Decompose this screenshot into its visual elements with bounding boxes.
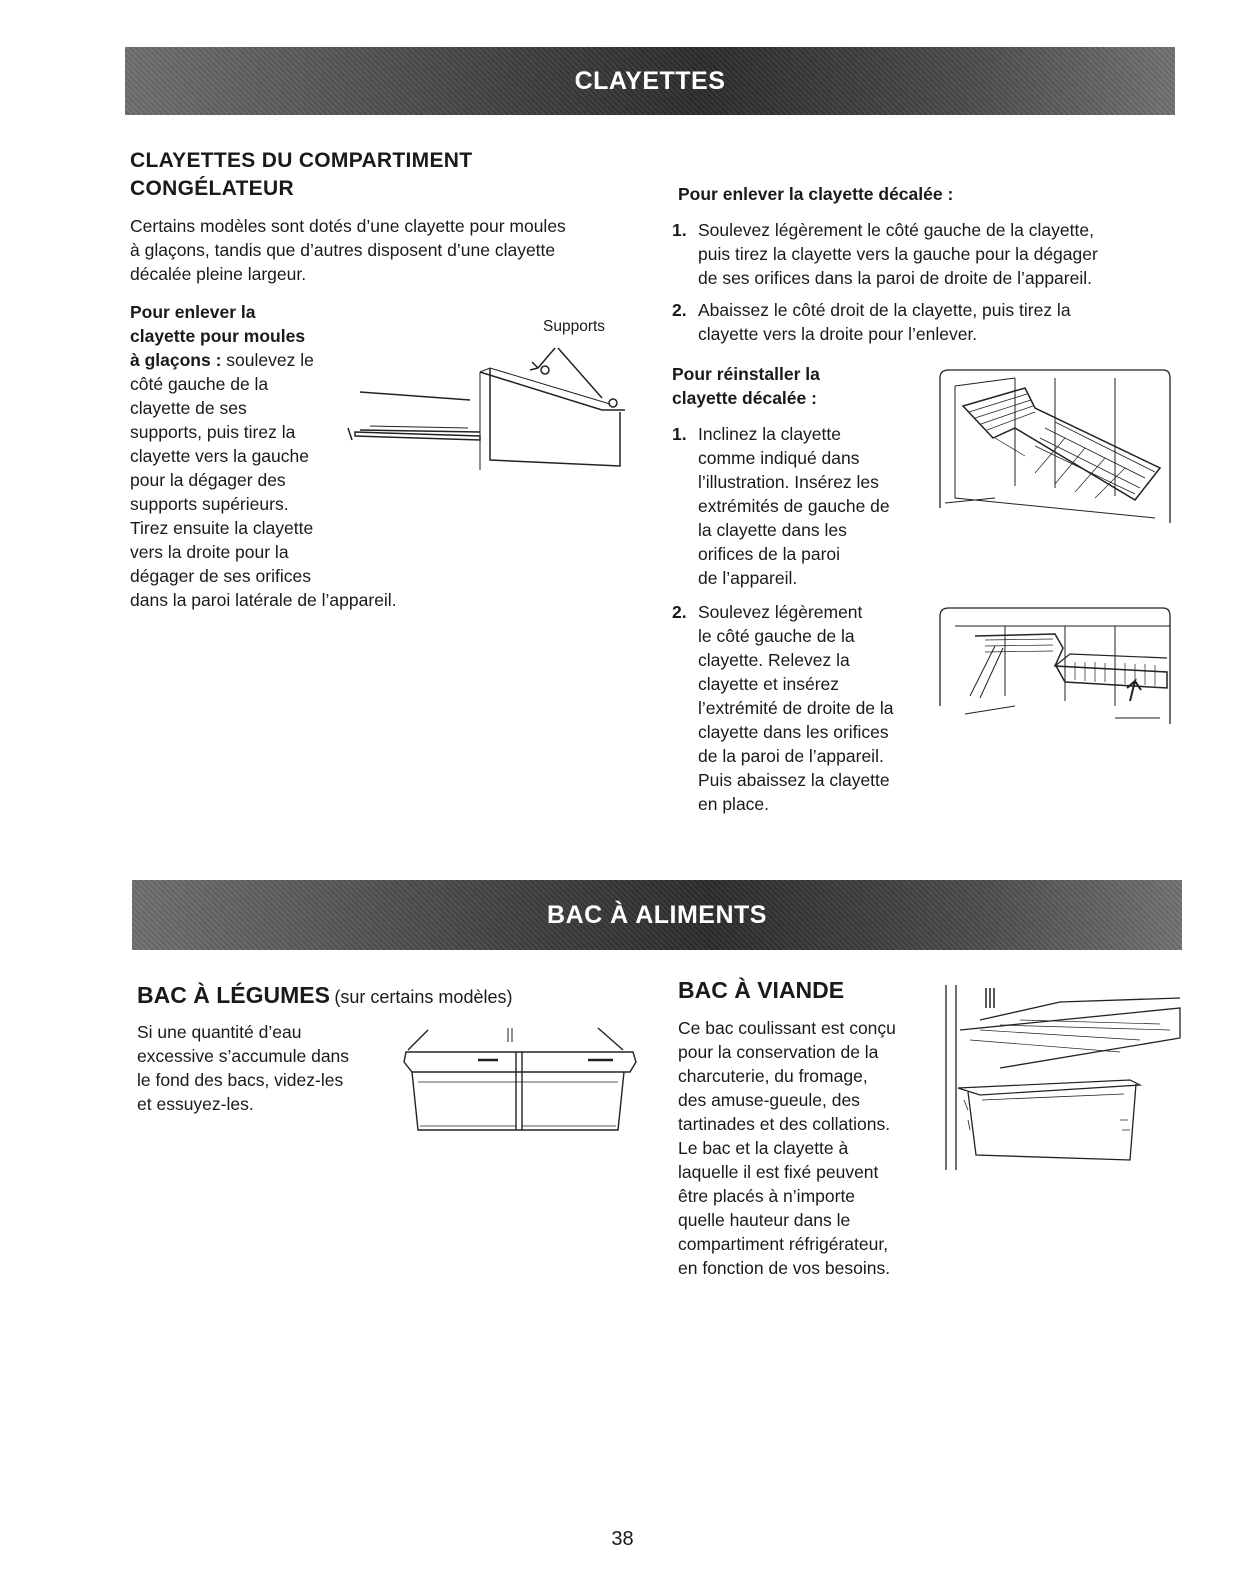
offset-remove-step: 1. Soulevez légèrement le côté gauche de la clayette, puis tirez la clayette vers la gauche pour la dégager de ses orifices dans la paroi de droite de l’appareil. [672, 220, 1098, 288]
offset-remove-heading: Pour enlever la clayette décalée : [678, 184, 954, 204]
ice-tray-text-line: pour la dégager des [130, 470, 286, 490]
ice-tray-text-line: supports, puis tirez la [130, 422, 296, 442]
offset-remove-step: 2. Abaissez le côté droit de la clayette, puis tirez la clayette vers la droite pour l’enlever. [672, 300, 1071, 344]
freezer-intro-line: à glaçons, tandis que d’autres disposent d’une clayette [130, 240, 556, 260]
freezer-intro-line: Certains modèles sont dotés d’une clayette pour moules [130, 216, 566, 236]
freezer-title-line1: CLAYETTES DU COMPARTIMENT [130, 149, 473, 172]
ice-tray-text-line: Tirez ensuite la clayette [130, 518, 314, 538]
meat-bin-title: BAC À VIANDE [678, 977, 845, 1003]
crisper-drawer-illustration [398, 1022, 643, 1142]
crisper-section [137, 982, 657, 1009]
ice-tray-text-line: clayette vers la gauche [130, 446, 309, 466]
meat-bin-text: Ce bac coulissant est conçu pour la conservation de la charcuterie, du fromage, des amuse-gueule, des tartinades et des collations. Le bac et la clayette à laquelle il est fixé peuvent être placés à n’importe quelle hauteur dans le compartiment réfrigérateur, en fonction de vos besoins. [678, 1018, 896, 1278]
freezer-title-line2: CONGÉLATEUR [130, 177, 294, 200]
ice-tray-shelf-illustration [340, 340, 640, 490]
offset-shelf-lift-illustration [935, 606, 1175, 736]
ice-tray-text-line: supports supérieurs. [130, 494, 289, 514]
meat-bin-illustration [940, 980, 1185, 1180]
offset-reinstall-step: 1. Inclinez la clayette comme indiqué dans l’illustration. Insérez les extrémités de gauche de la clayette dans les orifices de la paroi de l’appareil. [672, 424, 890, 588]
banner-title: CLAYETTES [574, 66, 726, 95]
page-number: 38 [611, 1528, 634, 1550]
ice-tray-text-line: vers la droite pour la [130, 542, 289, 562]
section-banner-bac-aliments [132, 880, 1182, 950]
offset-reinstall-step: 2. Soulevez légèrement le côté gauche de la clayette. Relevez la clayette et insérez l’extrémité de droite de la clayette dans les orifices de la paroi de l’appareil. Puis abaissez la clayette en place. [672, 602, 894, 814]
ice-tray-text-line: dans la paroi latérale de l’appareil. [130, 590, 397, 610]
offset-reinstall-steps [672, 422, 932, 816]
ice-tray-text-line: dégager de ses orifices [130, 566, 311, 586]
ice-tray-text-line: à glaçons : soulevez le [130, 350, 314, 370]
freezer-intro [130, 214, 650, 286]
offset-reinstall-heading: Pour réinstaller la clayette décalée : [672, 364, 820, 408]
ice-tray-heading-line: clayette pour moules [130, 326, 306, 346]
offset-remove-steps [672, 218, 1172, 346]
supports-label: Supports [543, 318, 606, 335]
crisper-text: Si une quantité d’eau excessive s’accumule dans le fond des bacs, videz-les et essuyez-les. [137, 1022, 350, 1114]
ice-tray-heading-line: Pour enlever la [130, 302, 256, 322]
ice-tray-text-line: côté gauche de la [130, 374, 269, 394]
freezer-shelves-section [130, 147, 650, 203]
ice-tray-text-line: clayette de ses [130, 398, 247, 418]
banner-title: BAC À ALIMENTS [547, 900, 767, 929]
crisper-title-note: (sur certains modèles) [334, 987, 513, 1007]
freezer-intro-line: décalée pleine largeur. [130, 264, 307, 284]
crisper-title: BAC À LÉGUMES [137, 982, 330, 1008]
offset-shelf-tilt-illustration [935, 368, 1175, 528]
section-banner-clayettes [125, 47, 1175, 115]
